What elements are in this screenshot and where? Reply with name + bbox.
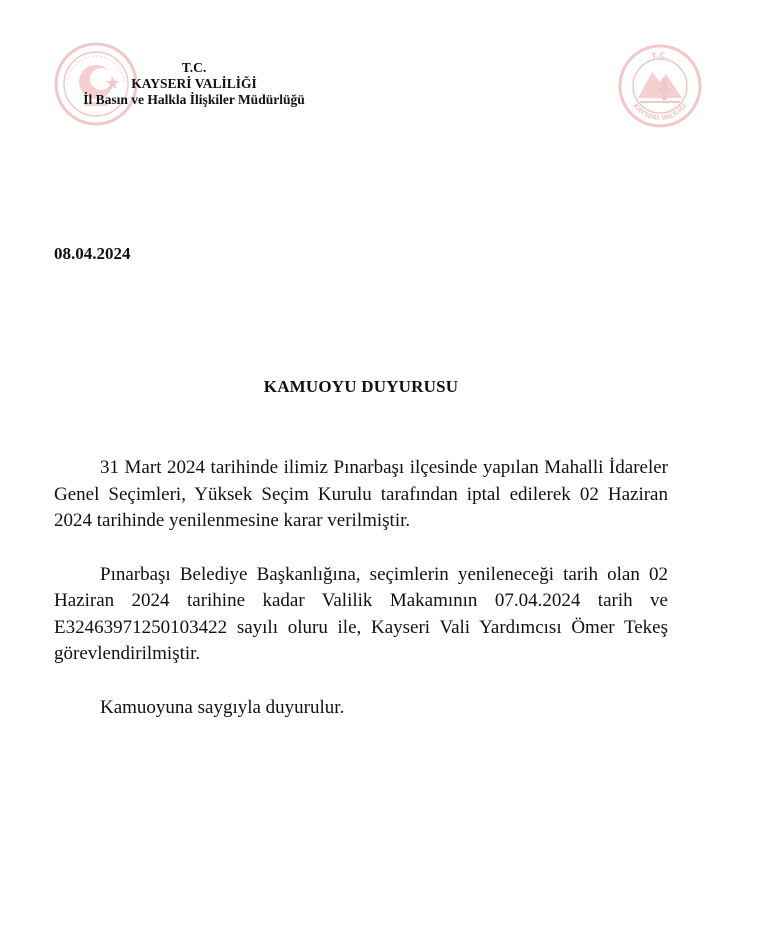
document-body [54,455,668,748]
document-date: 08.04.2024 [54,244,131,263]
letterhead-office: KAYSERİ VALİLİĞİ [131,76,257,91]
svg-text:T.C. [651,51,670,61]
seal-top-text: T.C. [650,50,670,62]
paragraph-1: 31 Mart 2024 tarihinde ilimiz Pınarbaşı ilçesinde yapılan Mahalli İdareler Genel Seçimleri, Yüksek Seçim Kurulu tarafından iptal edilerek 02 Haziran 2024 tarihinde yenilenmesine karar verilmiştir. [54,457,668,531]
letterhead-department: İl Basın ve Halkla İlişkiler Müdürlüğü [83,92,305,107]
letterhead [54,60,334,108]
letterhead-country: T.C. [181,60,207,75]
seal-bottom-text: KAYSERİ VALİLİĞİ [631,101,689,123]
paragraph-3: Kamuoyuna saygıyla duyurulur. [100,696,345,718]
document-title: KAMUOYU DUYURUSU [263,377,459,396]
kayseri-governorship-seal-icon [618,44,702,128]
paragraph-2: Pınarbaşı Belediye Başkanlığına, seçimlerin yenileneceği tarih olan 02 Haziran 2024 tarihine kadar Valilik Makamının 07.04.2024 tarih ve E32463971250103422 sayılı oluru ile, Kayseri Vali Yardımcısı Ömer Tekeş görevlendirilmiştir. [54,563,668,664]
